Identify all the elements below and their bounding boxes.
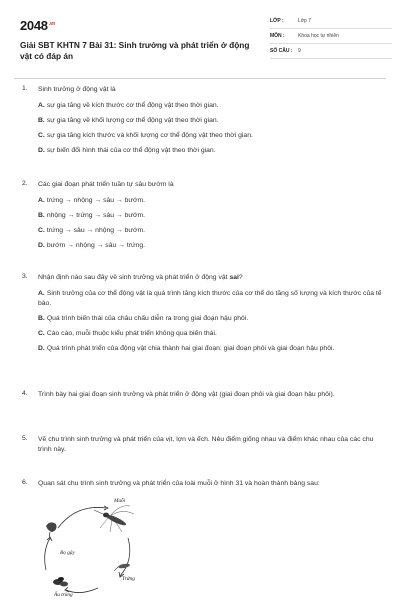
question-5 (20, 435, 382, 455)
stem-emphasis: sai (229, 274, 239, 281)
option-text: bướm → nhộng → sâu → trứng. (46, 242, 145, 249)
option-a[interactable] (38, 101, 382, 111)
label-larva: Trứng (122, 576, 135, 582)
document-header (14, 12, 386, 76)
egg-raft-icon (53, 577, 68, 587)
mosquito-lifecycle-figure (36, 498, 146, 600)
meta-row-subject (270, 29, 392, 44)
cycle-arrow-2 (120, 538, 130, 576)
option-letter: A. (38, 197, 45, 204)
meta-row-count (270, 44, 392, 59)
question-number: 5. (22, 435, 28, 442)
site-logo[interactable] (20, 18, 55, 33)
question-number: 3. (22, 273, 28, 280)
meta-value: Khoa học tự nhiên (298, 33, 339, 39)
adult-mosquito-icon (94, 506, 134, 532)
question-stem: Sinh trưởng ở động vật là (38, 86, 116, 93)
meta-row-class (270, 14, 392, 29)
cycle-arrow-1 (58, 507, 106, 528)
logo-main: 2048 (20, 18, 48, 33)
option-c[interactable] (38, 329, 382, 339)
option-a[interactable] (38, 289, 382, 309)
option-list (38, 289, 382, 354)
question-6 (20, 479, 382, 489)
meta-value: Lớp 7 (298, 18, 312, 24)
cycle-arrow-4 (45, 538, 50, 570)
option-text: sự biến đổi hình thái của cơ thể động vật theo thời gian. (46, 147, 216, 154)
option-letter: B. (38, 315, 45, 322)
logo-suffix: .vn (48, 21, 56, 27)
larva-icon (114, 563, 130, 571)
option-letter: A. (38, 102, 45, 109)
option-list (38, 196, 382, 251)
option-letter: B. (38, 212, 45, 219)
question-stem: Vẽ chu trình sinh trưởng và phát triển của vịt, lợn và ếch. Nêu điểm giống nhau và điểm khác nhau của các chu trình này. (38, 436, 374, 453)
meta-label: SỐ CÂU : (270, 48, 293, 54)
question-2 (20, 180, 382, 256)
question-1 (20, 85, 382, 161)
meta-label: LỚP : (270, 18, 284, 24)
question-stem: Trình bày hai giai đoạn sinh trưởng và phát triển ở động vật (giai đoạn phôi và giai đoạn hậu phôi). (38, 391, 335, 398)
option-a[interactable] (38, 196, 382, 206)
question-stem: Quan sát chu trình sinh trưởng và phát triển của loài muỗi ở hình 31 và hoàn thành bảng sau: (38, 480, 320, 487)
option-letter: C. (38, 227, 45, 234)
option-text: Quá trình biến thái của châu chấu diễn ra trong giai đoạn hậu phôi. (46, 315, 249, 322)
stem-text: Nhận định nào sau đây về sinh trưởng và phát triển ở động vật (38, 274, 230, 281)
option-text: sự gia tăng kích thước và khối lượng cơ thể động vật theo thời gian. (46, 132, 253, 139)
option-text: sự gia tăng về kích thước cơ thể động vật theo thời gian. (46, 102, 219, 109)
header-divider (14, 78, 386, 79)
option-text: Cào cào, muỗi thuộc kiểu phát triển không qua biến thái. (46, 330, 217, 337)
lifecycle-diagram (36, 498, 146, 600)
option-c[interactable] (38, 131, 382, 141)
option-d[interactable] (38, 241, 382, 251)
pupa-icon (46, 522, 57, 540)
document-meta (270, 14, 392, 59)
label-adult: Muỗi (114, 498, 126, 504)
question-3 (20, 273, 382, 359)
option-letter: D. (38, 242, 45, 249)
question-4 (20, 390, 382, 400)
question-stem: Các giai đoạn phát triển tuần tự sâu bướm là (38, 181, 174, 188)
option-letter: D. (38, 345, 45, 352)
option-text: Quá trình phát triển của động vật chia thành hai giai đoạn: giai đoạn phôi và giai đoạn hậu phôi. (46, 345, 335, 352)
question-number: 4. (22, 390, 28, 397)
option-letter: B. (38, 117, 45, 124)
option-d[interactable] (38, 146, 382, 156)
option-text: nhộng → trứng → sâu → bướm. (46, 212, 145, 219)
question-number: 1. (22, 85, 28, 92)
option-b[interactable] (38, 314, 382, 324)
option-text: trứng → sâu → nhộng → bướm. (46, 227, 145, 234)
label-egg: Ấu trùng (54, 592, 73, 598)
label-pupa: Bọ gậy (60, 550, 75, 556)
document-title: Giải SBT KHTN 7 Bài 31: Sinh trưởng và phát triển ở động vật có đáp án (20, 40, 250, 61)
meta-label: MÔN : (270, 33, 285, 39)
option-letter: C. (38, 330, 45, 337)
option-list (38, 101, 382, 156)
option-letter: C. (38, 132, 45, 139)
option-letter: A. (38, 290, 45, 297)
option-b[interactable] (38, 116, 382, 126)
option-text: Sinh trưởng của cơ thể động vật là quá trình tăng kích thước của cơ thể do tăng số lượng và kích thước của tế bào. (38, 290, 382, 307)
option-text: trứng → nhộng → sâu → bướm. (46, 197, 145, 204)
option-c[interactable] (38, 226, 382, 236)
option-b[interactable] (38, 211, 382, 221)
option-text: sự gia tăng về khối lượng cơ thể động vật theo thời gian. (46, 117, 219, 124)
question-number: 2. (22, 180, 28, 187)
option-d[interactable] (38, 344, 382, 354)
meta-value: 9 (298, 48, 301, 54)
option-letter: D. (38, 147, 45, 154)
stem-text-end: ? (238, 274, 243, 281)
question-number: 6. (22, 479, 28, 486)
question-stem (38, 273, 382, 283)
